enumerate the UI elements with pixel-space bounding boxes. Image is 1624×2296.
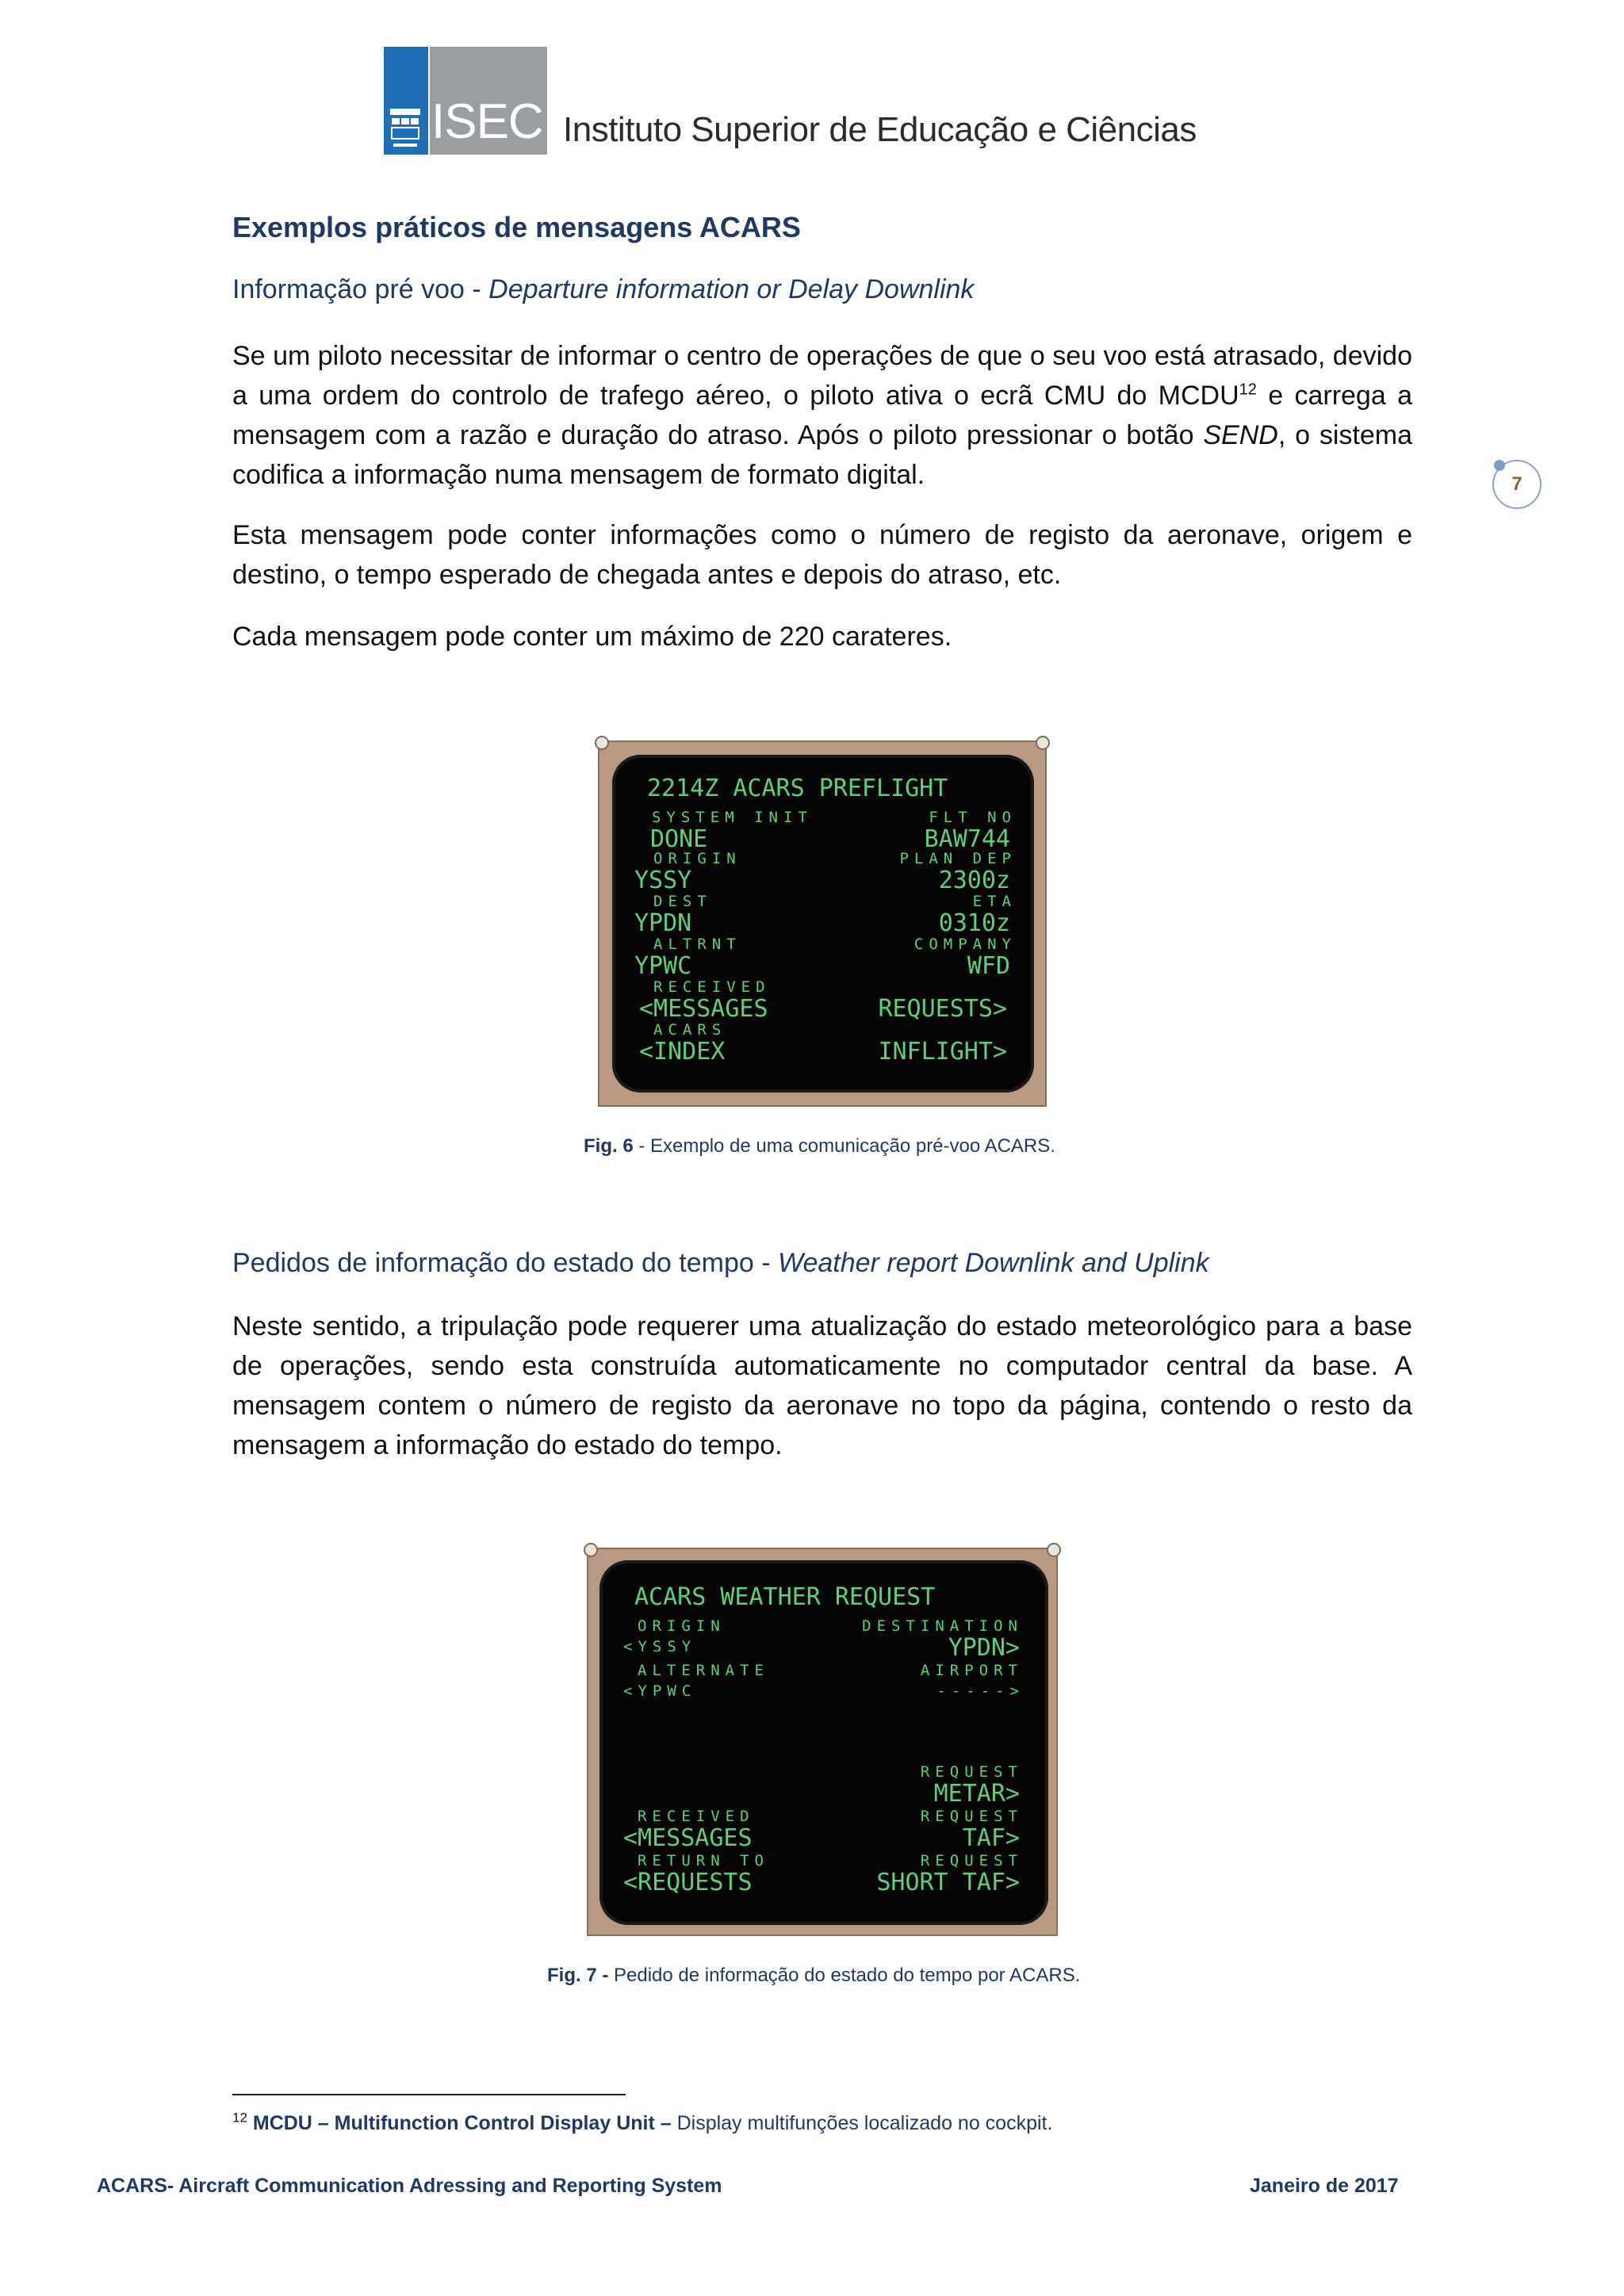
logo-isec-text: ISEC [431, 94, 543, 149]
value-flt-no: BAW744 [924, 825, 1010, 853]
inflight-button[interactable]: INFLIGHT> [878, 1038, 1007, 1066]
page-number: 7 [1511, 473, 1522, 495]
value-altrnt: YPWC [634, 952, 692, 980]
screw-icon [584, 1543, 598, 1557]
label-company: COMPANY [914, 936, 1017, 953]
label-airport: AIRPORT [920, 1662, 1023, 1679]
paragraph-message-content: Esta mensagem pode conter informações como o número de registo da aeronave, origem e destino, o tempo esperado de chegada antes e depois do atraso, etc. [232, 520, 1412, 590]
subsection-title-plain: Informação pré voo - [232, 274, 489, 304]
subsection-title-italic: Departure information or Delay Downlink [488, 274, 975, 304]
institution-name: Instituto Superior de Educação e Ciências [563, 110, 1197, 149]
label-alternate: ALTERNATE [638, 1662, 769, 1679]
figure6-caption [584, 1135, 1055, 1158]
value-origin: YSSY [634, 867, 692, 894]
footer-date: Janeiro de 2017 [1250, 2175, 1399, 2197]
paragraph-delay-downlink [232, 336, 1412, 495]
metar-button[interactable]: METAR> [933, 1780, 1020, 1808]
figure7-caption-text: Pedido de informação do estado do tempo por ACARS. [608, 1965, 1081, 1986]
footnote-reference: 12 [1239, 381, 1257, 399]
label-request-short-taf: REQUEST [920, 1852, 1023, 1869]
footnote-text: Display multifunções localizado no cockpit. [671, 2112, 1053, 2134]
label-system-init: SYSTEM INIT [652, 809, 813, 826]
value-airport[interactable]: -----> [936, 1682, 1025, 1700]
label-received: RECEIVED [638, 1808, 755, 1825]
footnote-number: 12 [232, 2110, 247, 2126]
para1-part-b: e carrega a mensagem com a razão e duração do atraso. Após o piloto pressionar o botão [232, 381, 1412, 450]
subsection-title-preflight [232, 274, 974, 305]
figure7-caption-label: Fig. 7 - [547, 1965, 609, 1986]
figure6-screen [612, 755, 1034, 1093]
screw-icon [1047, 1543, 1061, 1557]
figure6-mcdu-display [598, 740, 1047, 1107]
requests-button[interactable]: REQUESTS> [878, 995, 1007, 1023]
section-title: Exemplos práticos de mensagens ACARS [232, 211, 801, 243]
para1-part-a: Se um piloto necessitar de informar o centro de operações de que o seu voo está atrasado, devido a uma ordem do controlo de trafego aéreo, o piloto ativa o ecrã CMU do MCDU [232, 341, 1412, 411]
institution-logo [384, 47, 1240, 155]
send-term: SEND [1203, 420, 1278, 450]
screen-title: ACARS WEATHER REQUEST [634, 1583, 936, 1611]
screen-title: 2214Z ACARS PREFLIGHT [647, 775, 948, 802]
value-alternate[interactable]: <YPWC [623, 1682, 697, 1700]
footer-document-title: ACARS- Aircraft Communication Adressing and Reporting System [97, 2175, 722, 2197]
figure6-caption-text: - Exemplo de uma comunicação pré-voo ACARS. [633, 1135, 1055, 1157]
value-destination[interactable]: YPDN> [948, 1634, 1020, 1662]
value-company: WFD [967, 952, 1010, 980]
taf-button[interactable]: TAF> [962, 1824, 1020, 1852]
value-system-init: DONE [650, 825, 708, 853]
label-received: RECEIVED [653, 978, 771, 996]
paragraph-max-characters: Cada mensagem pode conter um máximo de 220 carateres. [232, 622, 952, 652]
label-altrnt: ALTRNT [653, 936, 741, 953]
figure6-caption-label: Fig. 6 [584, 1135, 634, 1157]
figure7-screen [599, 1560, 1048, 1925]
value-dest: YPDN [634, 909, 692, 937]
value-eta: 0310z [938, 909, 1010, 937]
messages-button[interactable]: <MESSAGES [623, 1824, 753, 1852]
screw-icon [595, 736, 609, 750]
value-plan-dep: 2300z [938, 867, 1010, 894]
footnote-divider [232, 2094, 626, 2095]
label-dest: DEST [653, 893, 712, 910]
label-origin: ORIGIN [638, 1617, 726, 1635]
short-taf-button[interactable]: SHORT TAF> [876, 1869, 1020, 1896]
label-return-to: RETURN TO [638, 1852, 769, 1869]
label-destination: DESTINATION [862, 1617, 1023, 1635]
figure7-mcdu-display [587, 1548, 1058, 1936]
label-flt-no: FLT NO [929, 809, 1017, 826]
subsection-title-weather [232, 1248, 1209, 1279]
index-button[interactable]: <INDEX [639, 1038, 726, 1066]
page-number-badge [1492, 460, 1542, 509]
label-plan-dep: PLAN DEP [899, 850, 1017, 867]
subsection-title-italic: Weather report Downlink and Uplink [778, 1248, 1209, 1278]
para1-part-c: , o sistema codifica a informação numa mensagem de formato digital. [232, 420, 1413, 490]
messages-button[interactable]: <MESSAGES [639, 995, 768, 1023]
value-origin[interactable]: <YSSY [623, 1638, 697, 1655]
screw-icon [1036, 736, 1050, 750]
crest-icon [387, 107, 423, 151]
paragraph-weather-request: Neste sentido, a tripulação pode requerer uma atualização do estado meteorológico para a base de operações, sendo esta construída automaticamente no computador central da base. A mensagem contem o número de registo da aeronave no topo da página, contendo o resto da mensagem a informação do estado do tempo. [232, 1311, 1412, 1460]
label-request-taf: REQUEST [920, 1808, 1023, 1825]
label-origin: ORIGIN [653, 850, 741, 867]
label-request-metar: REQUEST [920, 1763, 1023, 1781]
label-eta: ETA [972, 893, 1017, 910]
subsection-title-plain: Pedidos de informação do estado do tempo - [232, 1248, 778, 1278]
label-acars: ACARS [653, 1021, 727, 1039]
figure7-caption [547, 1965, 1080, 1987]
footnote-term: MCDU – Multifunction Control Display Unit – [252, 2112, 672, 2134]
footnote [232, 2112, 1052, 2135]
requests-button[interactable]: <REQUESTS [623, 1869, 753, 1896]
